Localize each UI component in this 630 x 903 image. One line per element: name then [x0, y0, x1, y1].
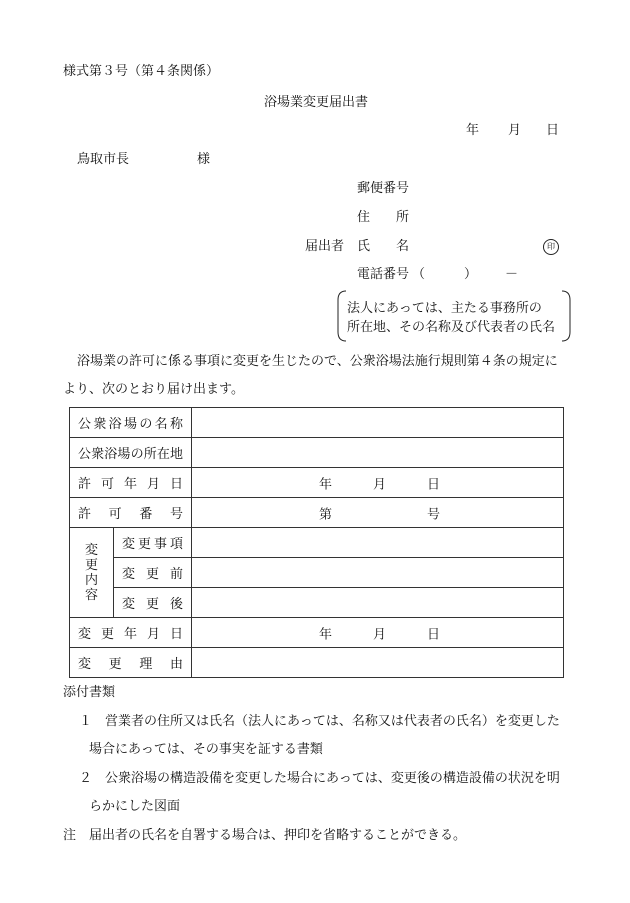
body-text-line: より、次のとおり届け出ます。: [63, 382, 244, 397]
table-row: [70, 558, 564, 588]
label-char: 更: [108, 657, 122, 672]
label-char: 変: [122, 537, 136, 552]
attachment-text-line: 公衆浴場の構造設備を変更した場合にあっては、変更後の構造設備の状況を明: [105, 771, 560, 786]
permit-date-label: [70, 468, 192, 498]
label-char: 日: [170, 477, 184, 492]
table-row: [70, 438, 564, 468]
label-char: 浴: [104, 447, 118, 462]
change-reason-field[interactable]: [192, 648, 564, 678]
attachment-text-line: 営業者の住所又は氏名（法人にあっては、名称又は代表者の氏名）を変更した: [105, 714, 560, 729]
phone-close-paren: ）: [464, 267, 478, 282]
corporate-note-line: 法人にあっては、主たる事務所の: [347, 301, 542, 316]
attachment-text-line: 場合にあっては、その事実を証する書類: [89, 742, 323, 757]
attachment-text-line: らかにした図面: [89, 799, 181, 814]
table-row: [70, 588, 564, 618]
change-reason-label: [70, 648, 192, 678]
label-char: 前: [170, 567, 184, 582]
table-row: [70, 618, 564, 648]
label-char: 称: [169, 417, 183, 432]
label-char: 事: [154, 537, 168, 552]
attachment-number: ２: [79, 771, 93, 786]
label-char: 変: [84, 542, 98, 558]
address-label-char: 住: [357, 210, 371, 225]
label-char: 可: [101, 477, 115, 492]
label-char: 年: [124, 477, 138, 492]
label-char: 更: [146, 567, 160, 582]
label-char: の: [139, 417, 153, 432]
table-row: [70, 408, 564, 438]
table-row: [70, 498, 564, 528]
note-text: 届出者の氏名を自署する場合は、押印を省略することができる。: [89, 828, 467, 843]
before-change-field[interactable]: [192, 558, 564, 588]
permit-number-field[interactable]: [192, 498, 564, 528]
table-row: [70, 648, 564, 678]
seal-char: 印: [547, 242, 555, 251]
name-label-char: 氏: [357, 239, 371, 254]
label-char: 月: [147, 627, 161, 642]
address-label: [357, 211, 409, 224]
facility-location-field[interactable]: [192, 438, 564, 468]
date-day: 日: [546, 123, 560, 138]
label-char: 浴: [108, 417, 122, 432]
note-label: 注: [63, 828, 77, 843]
after-change-field[interactable]: [192, 588, 564, 618]
facility-name-label: [70, 408, 192, 438]
label-char: 地: [169, 447, 183, 462]
name-label: [357, 240, 409, 253]
permit-date-field[interactable]: [192, 468, 564, 498]
addressee-name: 鳥取市長: [77, 152, 130, 167]
label-char: 所: [143, 447, 157, 462]
label-char: 更: [84, 557, 98, 573]
label-char: 理: [139, 657, 153, 672]
label-char: 公: [78, 417, 92, 432]
phone-open-paren: （: [412, 267, 426, 282]
change-date-day: 日: [427, 627, 441, 642]
label-char: 日: [170, 627, 184, 642]
label-char: 号: [169, 507, 183, 522]
change-date-label: [70, 618, 192, 648]
label-char: 場: [117, 447, 131, 462]
phone-dash: －: [505, 267, 519, 282]
label-char: 内: [84, 572, 98, 588]
label-char: 在: [156, 447, 170, 462]
document-title: 浴場業変更届出書: [264, 95, 369, 110]
label-char: 年: [124, 627, 138, 642]
change-item-field[interactable]: [192, 528, 564, 558]
label-char: 容: [84, 587, 98, 603]
corporate-note-line: 所在地、その名称及び代表者の氏名: [347, 320, 556, 335]
label-char: 衆: [91, 447, 105, 462]
label-char: 名: [154, 417, 168, 432]
label-char: 由: [169, 657, 183, 672]
facility-name-field[interactable]: [192, 408, 564, 438]
corporate-note: [336, 290, 572, 342]
table-row: [70, 528, 564, 558]
before-change-label: [114, 558, 192, 588]
permit-number-prefix: 第: [319, 507, 333, 522]
change-date-year: 年: [319, 627, 333, 642]
label-char: 更: [138, 537, 152, 552]
label-char: 更: [146, 597, 160, 612]
permit-number-suffix: 号: [427, 507, 441, 522]
label-char: 項: [170, 537, 184, 552]
label-char: 可: [108, 507, 122, 522]
permit-date-year: 年: [319, 477, 333, 492]
change-date-month: 月: [373, 627, 387, 642]
label-char: 変: [122, 567, 136, 582]
postal-code-label: 郵便番号: [357, 181, 410, 196]
address-label-char: 所: [395, 210, 409, 225]
label-char: 衆: [93, 417, 107, 432]
label-char: の: [130, 447, 144, 462]
label-char: 許: [78, 477, 92, 492]
date-year: 年: [466, 123, 480, 138]
label-char: 公: [78, 447, 92, 462]
submitter-label: 届出者: [305, 239, 345, 254]
phone-label: 電話番号: [357, 267, 410, 282]
addressee-honorific: 様: [197, 152, 211, 167]
label-char: 変: [122, 597, 136, 612]
attachments-heading: 添付書類: [63, 685, 116, 700]
notification-form-table: [69, 407, 564, 678]
body-text-line: 浴場業の許可に係る事項に変更を生じたので、公衆浴場法施行規則第４条の規定に: [77, 354, 558, 369]
change-content-label: [70, 528, 114, 618]
facility-location-label: [70, 438, 192, 468]
change-date-field[interactable]: [192, 618, 564, 648]
label-char: 場: [123, 417, 137, 432]
table-row: [70, 468, 564, 498]
label-char: 後: [170, 597, 184, 612]
label-char: 更: [101, 627, 115, 642]
label-char: 月: [147, 477, 161, 492]
permit-date-day: 日: [427, 477, 441, 492]
form-number: 様式第３号（第４条関係）: [63, 64, 220, 79]
attachment-number: １: [79, 714, 93, 729]
permit-date-month: 月: [373, 477, 387, 492]
after-change-label: [114, 588, 192, 618]
label-char: 変: [78, 627, 92, 642]
label-char: 番: [139, 507, 153, 522]
permit-number-label: [70, 498, 192, 528]
date-month: 月: [508, 123, 522, 138]
label-char: 許: [78, 507, 92, 522]
label-char: 変: [78, 657, 92, 672]
seal-mark: [543, 239, 559, 255]
name-label-char: 名: [395, 239, 409, 254]
change-item-label: [114, 528, 192, 558]
